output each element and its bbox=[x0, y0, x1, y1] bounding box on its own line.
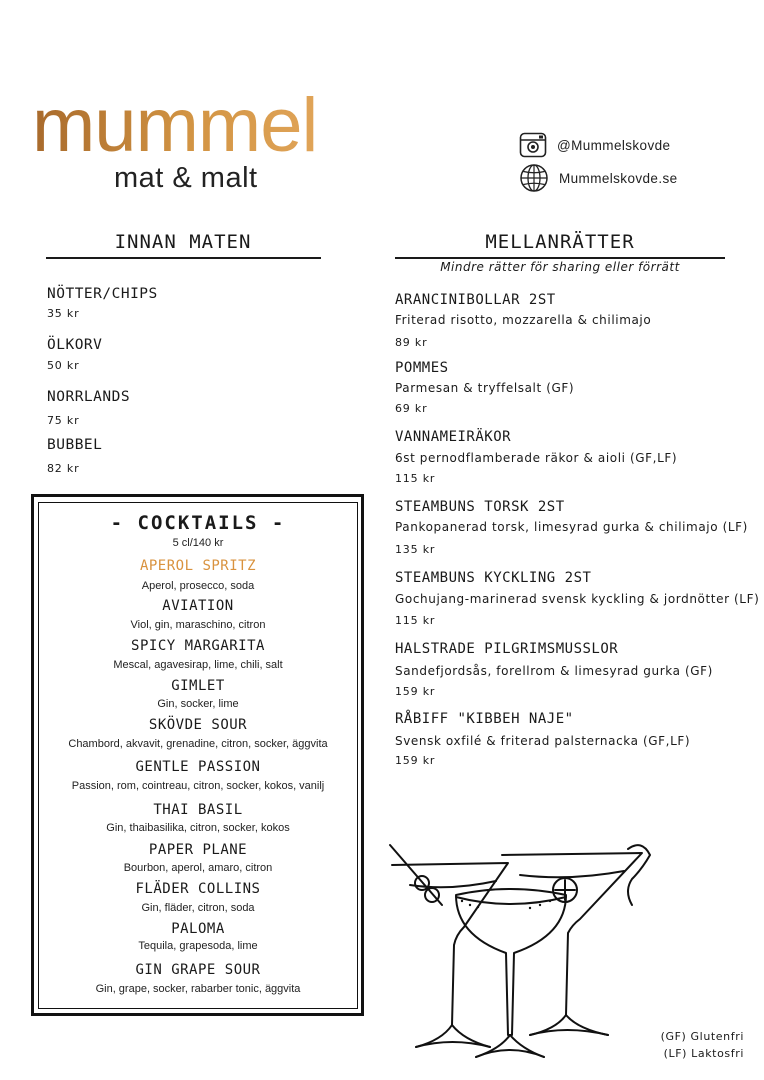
legend-gluten-free: (GF) Glutenfri bbox=[660, 1030, 744, 1043]
menu-item-price: 82 kr bbox=[47, 462, 80, 475]
dish-price: 69 kr bbox=[395, 402, 428, 415]
menu-item-name: BUBBEL bbox=[47, 437, 103, 453]
instagram-icon bbox=[519, 132, 547, 158]
cocktail-name: FLÄDER COLLINS bbox=[135, 881, 261, 897]
dish-name: RÅBIFF "KIBBEH NAJE" bbox=[395, 711, 574, 727]
dish-price: 115 kr bbox=[395, 472, 436, 485]
cocktail-desc: Bourbon, aperol, amaro, citron bbox=[123, 862, 273, 874]
dish-name: STEAMBUNS TORSK 2ST bbox=[395, 499, 565, 515]
cocktail-desc: Passion, rom, cointreau, citron, socker, kokos, vanilj bbox=[71, 780, 325, 792]
dish-price: 135 kr bbox=[395, 543, 436, 556]
dish-price: 89 kr bbox=[395, 336, 428, 349]
cocktail-desc: Gin, socker, lime bbox=[157, 698, 239, 710]
cocktail-desc: Tequila, grapesoda, lime bbox=[138, 940, 258, 952]
dish-desc: Pankopanerad torsk, limesyrad gurka & chilimajo (LF) bbox=[395, 520, 748, 534]
menu-item-name: ÖLKORV bbox=[47, 337, 103, 353]
menu-item-name: NORRLANDS bbox=[47, 389, 131, 405]
dish-name: STEAMBUNS KYCKLING 2ST bbox=[395, 570, 592, 586]
cocktail-name: PALOMA bbox=[171, 921, 225, 937]
dish-desc: 6st pernodflamberade räkor & aioli (GF,LF) bbox=[395, 451, 678, 465]
menu-item-name: NÖTTER/CHIPS bbox=[47, 286, 158, 302]
cocktail-name: GENTLE PASSION bbox=[135, 759, 261, 775]
cocktail-desc: Mescal, agavesirap, lime, chili, salt bbox=[113, 659, 283, 671]
innan-maten-title: INNAN MATEN bbox=[114, 231, 252, 253]
mellanratter-divider bbox=[395, 257, 725, 259]
instagram-handle[interactable]: @Mummelskovde bbox=[557, 137, 671, 153]
brand-tagline: mat & malt bbox=[114, 162, 258, 194]
cocktail-name: GIMLET bbox=[171, 678, 225, 694]
dish-desc: Sandefjordsås, forellrom & limesyrad gurka (GF) bbox=[395, 664, 713, 678]
cocktails-title: - COCKTAILS - bbox=[110, 512, 286, 534]
dish-price: 159 kr bbox=[395, 754, 436, 767]
website-row[interactable] bbox=[519, 163, 678, 193]
cocktail-name: AVIATION bbox=[162, 598, 234, 614]
dish-price: 159 kr bbox=[395, 685, 436, 698]
menu-item-price: 35 kr bbox=[47, 307, 80, 320]
cocktail-name: GIN GRAPE SOUR bbox=[135, 962, 261, 978]
innan-maten-divider bbox=[46, 257, 321, 259]
website-link[interactable]: Mummelskovde.se bbox=[559, 170, 678, 186]
menu-item-price: 50 kr bbox=[47, 359, 80, 372]
cocktail-name: SKÖVDE SOUR bbox=[148, 717, 248, 733]
cocktail-desc: Gin, thaibasilika, citron, socker, kokos bbox=[106, 822, 290, 834]
dish-desc: Svensk oxfilé & friterad palsternacka (GF,LF) bbox=[395, 734, 691, 748]
brand-logo: mummel bbox=[32, 83, 318, 168]
dish-price: 115 kr bbox=[395, 614, 436, 627]
cocktail-desc: Gin, grape, socker, rabarber tonic, äggvita bbox=[95, 983, 301, 995]
legend-lactose-free: (LF) Laktosfri bbox=[663, 1047, 744, 1060]
mellanratter-title: MELLANRÄTTER bbox=[485, 231, 635, 253]
cocktail-desc: Gin, fläder, citron, soda bbox=[141, 902, 255, 914]
cocktail-name: APEROL SPRITZ bbox=[139, 558, 257, 574]
globe-icon bbox=[519, 163, 549, 193]
cocktail-desc: Aperol, prosecco, soda bbox=[141, 580, 255, 592]
mellanratter-tagline: Mindre rätter för sharing eller förrätt bbox=[440, 260, 680, 274]
dish-desc: Gochujang-marinerad svensk kyckling & jordnötter (LF) bbox=[395, 592, 760, 606]
cocktails-price-info: 5 cl/140 kr bbox=[172, 537, 224, 549]
dish-desc: Friterad risotto, mozzarella & chilimajo bbox=[395, 313, 652, 327]
cocktail-desc: Viol, gin, maraschino, citron bbox=[130, 619, 266, 631]
cocktail-name: SPICY MARGARITA bbox=[131, 638, 265, 654]
dish-desc: Parmesan & tryffelsalt (GF) bbox=[395, 381, 575, 395]
instagram-row[interactable] bbox=[519, 132, 670, 158]
cocktail-desc: Chambord, akvavit, grenadine, citron, socker, äggvita bbox=[68, 738, 328, 750]
dish-name: POMMES bbox=[395, 360, 449, 376]
cocktail-name: THAI BASIL bbox=[153, 802, 243, 818]
dish-name: HALSTRADE PILGRIMSMUSSLOR bbox=[395, 641, 619, 657]
cocktail-glasses-illustration bbox=[380, 835, 660, 1075]
dish-name: VANNAMEIRÄKOR bbox=[395, 429, 512, 445]
cocktail-name: PAPER PLANE bbox=[148, 842, 248, 858]
dish-name: ARANCINIBOLLAR 2ST bbox=[395, 292, 556, 308]
menu-item-price: 75 kr bbox=[47, 414, 80, 427]
